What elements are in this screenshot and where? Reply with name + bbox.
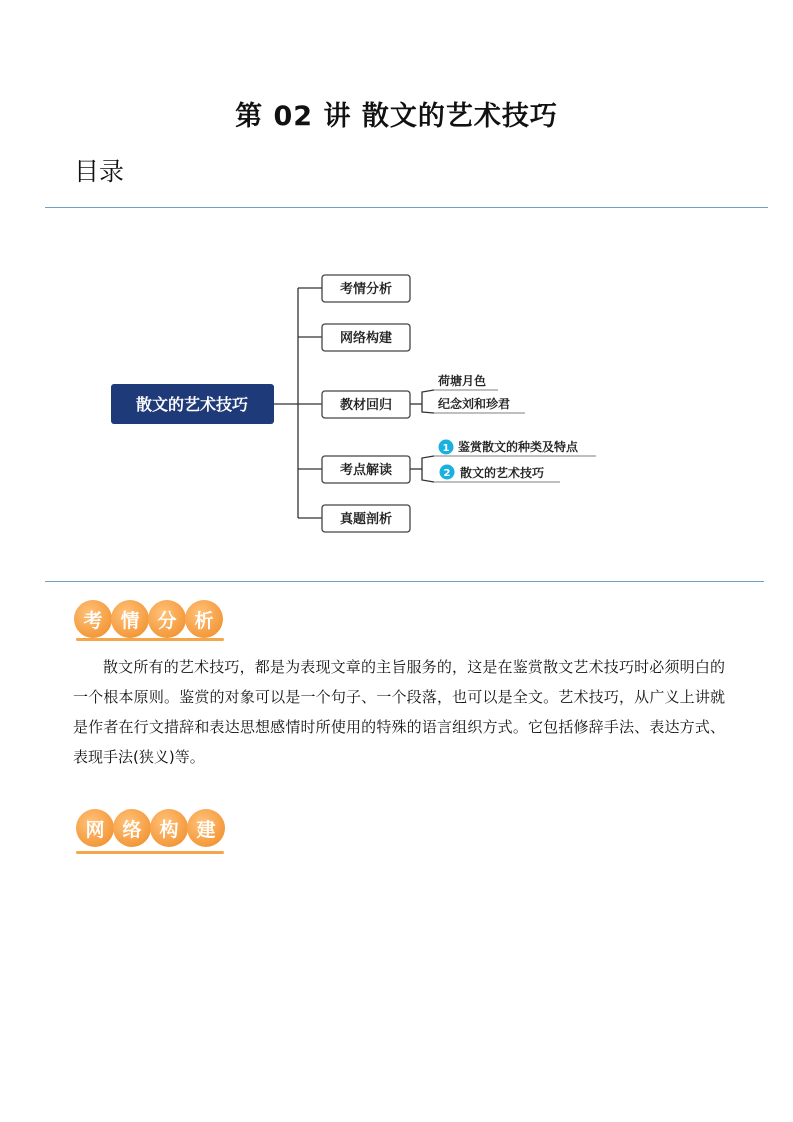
number-marker-1-text: 1 xyxy=(442,443,450,454)
leaf-jiqiao: 散文的艺术技巧 xyxy=(460,466,545,480)
mind-map xyxy=(0,250,793,560)
number-marker-2-text: 2 xyxy=(443,468,451,479)
badge-char: 情 xyxy=(111,600,149,638)
mind-map-root: 散文的艺术技巧 xyxy=(135,395,249,414)
badge-stripe xyxy=(76,638,224,641)
page-title: 第 02 讲 散文的艺术技巧 xyxy=(235,101,558,132)
badge-char: 析 xyxy=(185,600,223,638)
leaf-jinian: 纪念刘和珍君 xyxy=(438,397,511,411)
divider-middle xyxy=(45,581,764,582)
badge-char: 网 xyxy=(76,809,114,847)
kaoqing-paragraph: 散文所有的艺术技巧，都是为表现文章的主旨服务的，这是在鉴赏散文艺术技巧时必须明白的一个根本原则。鉴赏的对象可以是一个句子、一个段落，也可以是全文。艺术技巧，从广义上讲就是作者在行文措辞和表达思想感情时所使用的特殊的语言组织方式。它包括修辞手法、表达方式、表现手法(狭义)等。 xyxy=(73,658,725,766)
branch-kaodian: 考点解读 xyxy=(339,463,393,478)
badge-char: 分 xyxy=(148,600,186,638)
leaf-jianshang: 鉴赏散文的种类及特点 xyxy=(458,440,579,454)
badge-stripe xyxy=(76,851,224,854)
divider-top xyxy=(45,207,768,208)
badge-char: 考 xyxy=(74,600,112,638)
branch-jiaocai: 教材回归 xyxy=(339,398,393,413)
branch-kaoqing: 考情分析 xyxy=(339,282,393,297)
leaf-hetang: 荷塘月色 xyxy=(438,374,487,388)
toc-heading: 目录 xyxy=(74,157,125,186)
branch-wangluo: 网络构建 xyxy=(339,331,393,346)
badge-char: 络 xyxy=(113,809,151,847)
badge-char: 建 xyxy=(187,809,225,847)
badge-char: 构 xyxy=(150,809,188,847)
branch-zhenti: 真题剖析 xyxy=(339,512,393,527)
